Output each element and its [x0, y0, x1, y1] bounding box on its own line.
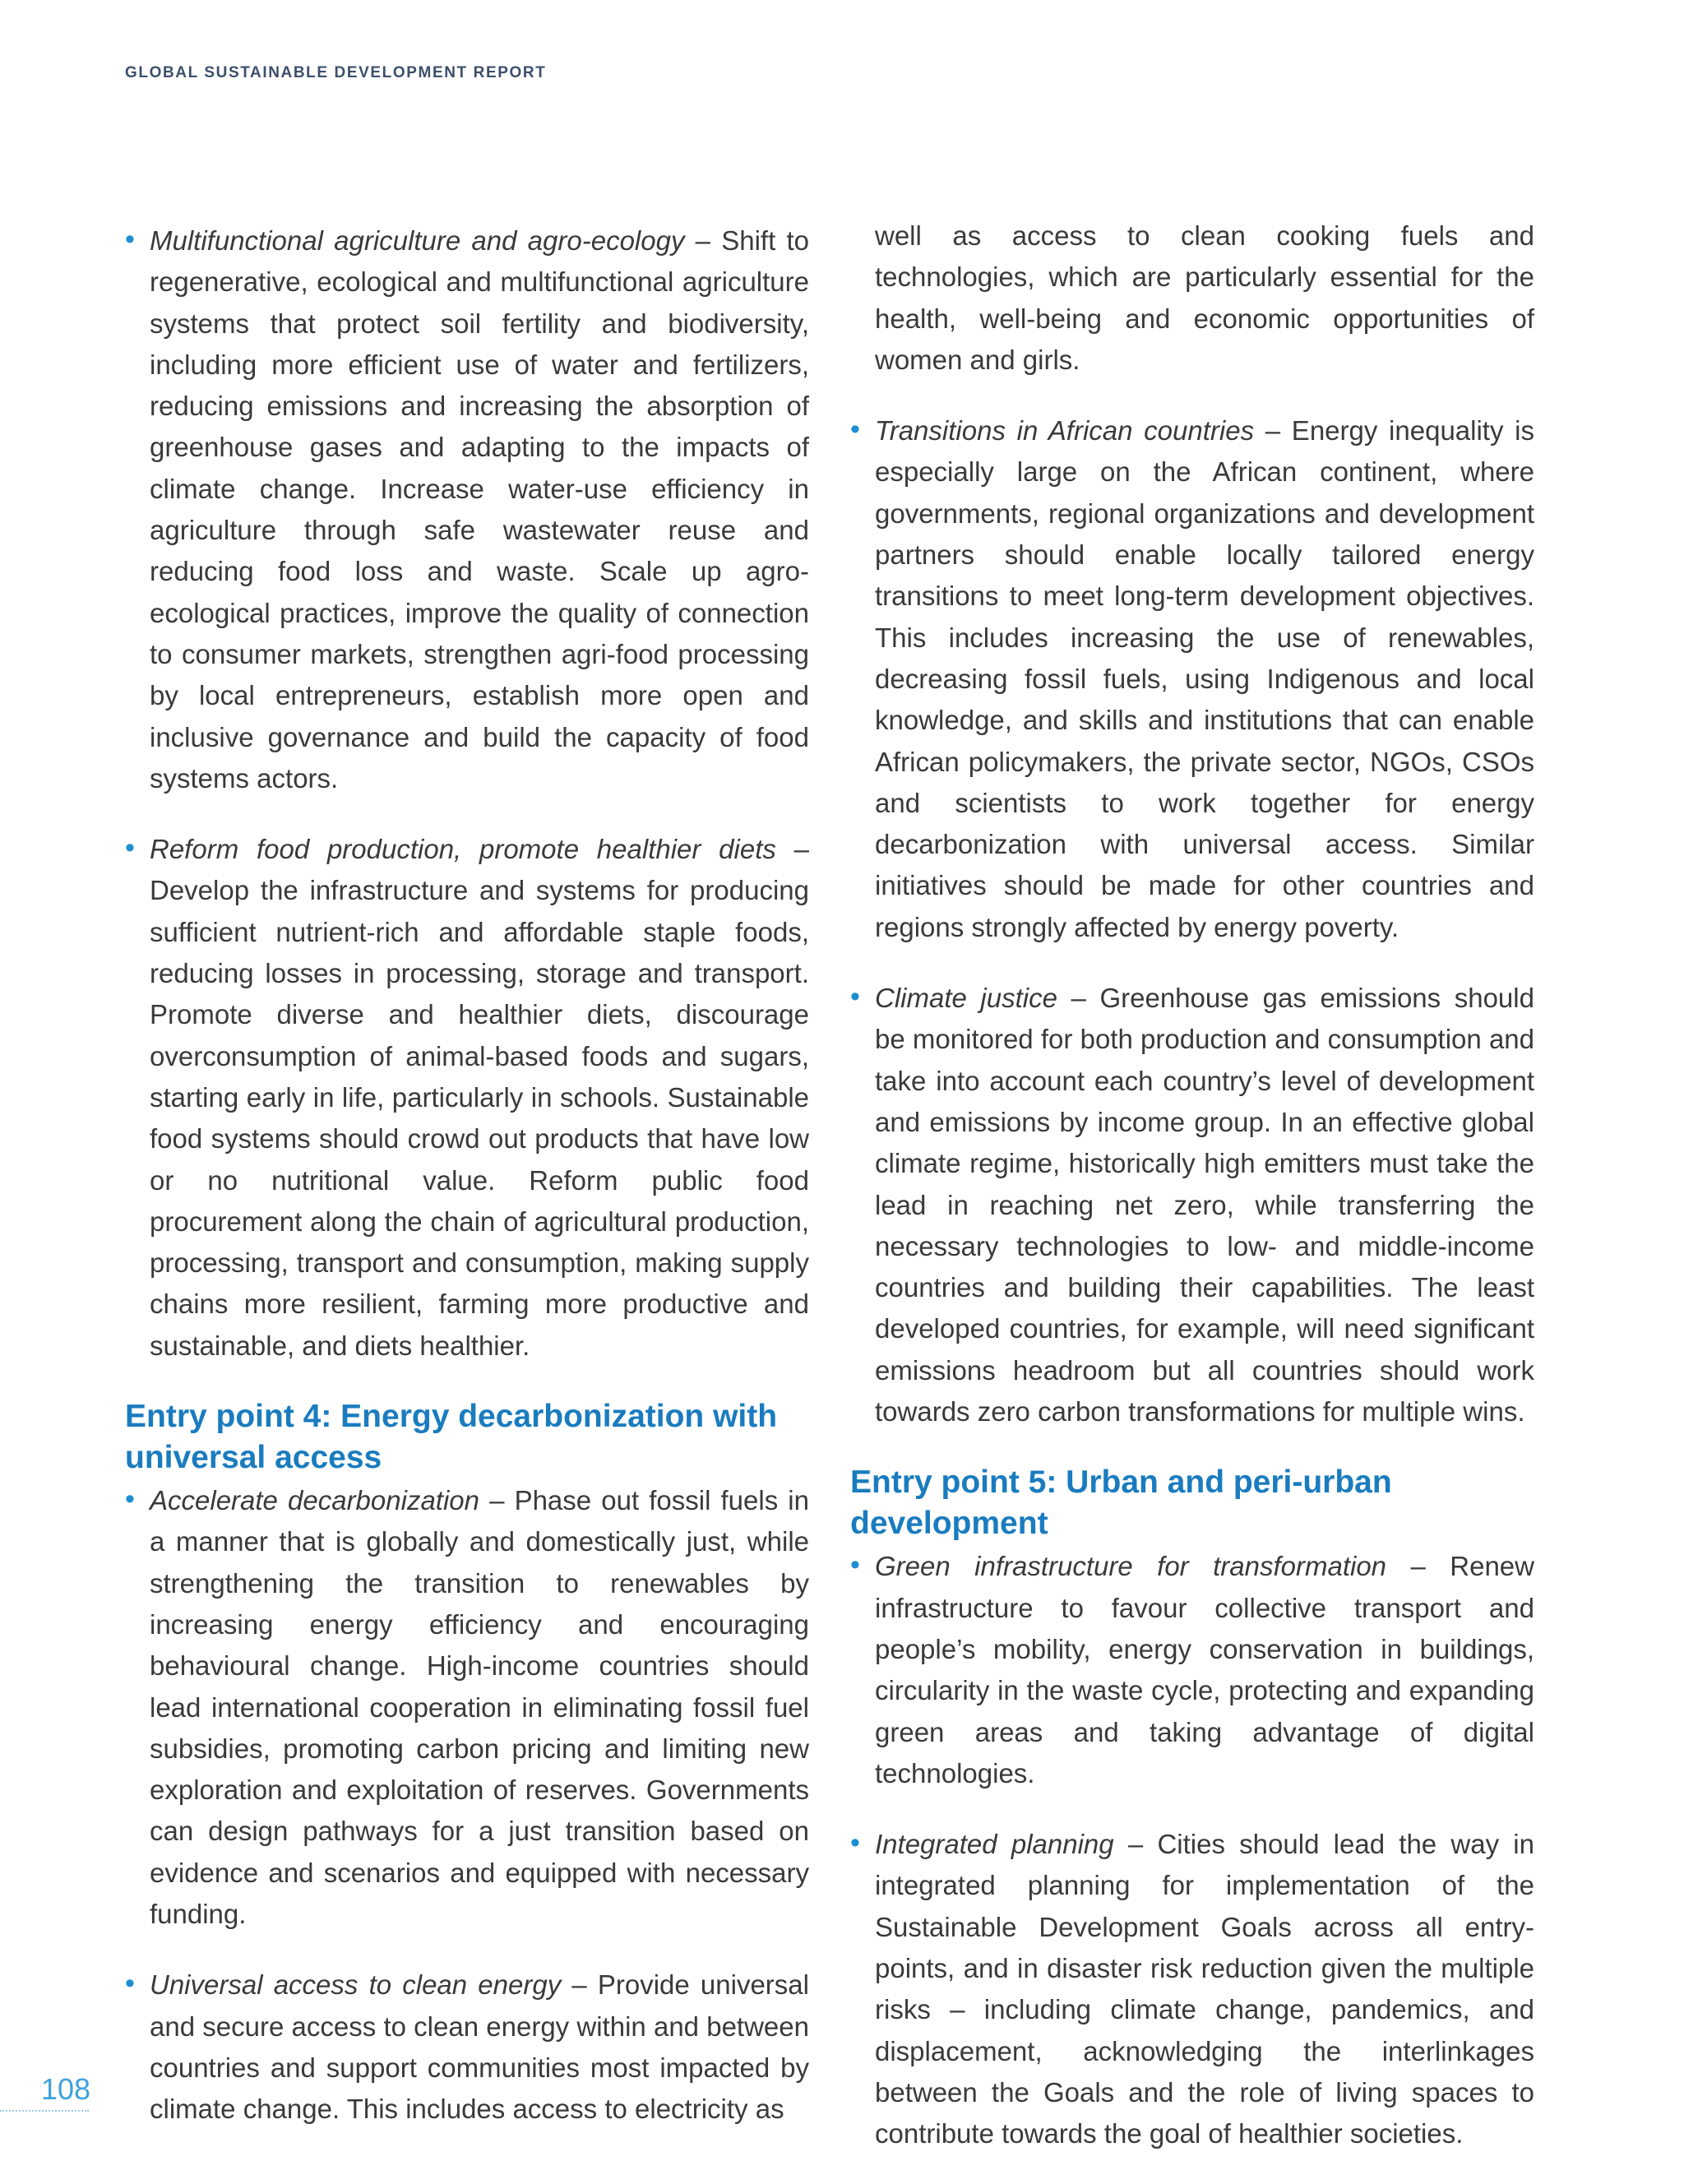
page-number-rule — [0, 2110, 89, 2112]
bullet-text: – Cities should lead the way in integrated planning for implementation of the Sustainable Development Goals across all entry-points, and in disaster risk reduction given the multiple risks – including climate change, pandemics, and displacement, acknowledging the interlinkages between the Goals and the role of living spaces to contribute towards the goal of healthier societies. — [875, 1829, 1534, 2149]
bullet-text: – Provide universal and secure access to clean energy within and between countries and support communities most impacted by climate change. This includes access to electricity as — [150, 1969, 809, 2125]
section-heading-entry-point-4: Entry point 4: Energy decarbonization with universal access — [125, 1399, 778, 1476]
bullet-accelerate-decarbonization — [125, 1480, 809, 1935]
bullet-lead: Accelerate decarbonization — [150, 1485, 480, 1516]
bullet-integrated-planning — [850, 1824, 1534, 2154]
bullet-universal-access-clean-energy — [125, 1964, 809, 2130]
continued-paragraph: well as access to clean cooking fuels and technologies, which are particularly essential for the health, well-being and economic opportunities of women and girls. — [875, 220, 1534, 375]
bullet-text: – Energy inequality is especially large on the African continent, where governments, regional organizations and development partners should enable locally tailored energy transitions to meet long-term development objectives. This includes increasing the use of renewables, decreasing fossil fuels, using Indigenous and local knowledge, and skills and institutions that can enable African policymakers, the private sector, NGOs, CSOs and scientists to work together for energy decarbonization with universal access. Similar initiatives should be made for other countries and regions strongly affected by energy poverty. — [875, 415, 1534, 942]
bullet-lead: Integrated planning — [875, 1829, 1114, 1860]
bullet-lead: Green infrastructure for transformation — [875, 1551, 1387, 1582]
bullet-lead: Climate justice — [875, 983, 1057, 1014]
page-number: 108 — [41, 2072, 91, 2106]
bullet-lead: Multifunctional agriculture and agro-ecology — [150, 225, 685, 256]
bullet-text: – Develop the infrastructure and systems for producing sufficient nutrient-rich and affordable staple foods, reducing losses in processing, storage and transport. Promote diverse and healthier diets, discourage overconsumption of animal-based foods and sugars, starting early in life, particularly in schools. Sustainable food systems should crowd out products that have low or no nutritional value. Reform public food procurement along the chain of agricultural production, processing, transport and consumption, making supply chains more resilient, farming more productive and sustainable, and diets healthier. — [150, 834, 809, 1361]
bullet-text: – Phase out fossil fuels in a manner that is globally and domestically just, while strengthening the transition to renewables by increasing energy efficiency and encouraging behavioural change. High-income countries should lead international cooperation in eliminating fossil fuel subsidies, promoting carbon pricing and limiting new exploration and exploitation of reserves. Governments can design pathways for a just transition based on evidence and scenarios and equipped with necessary funding. — [150, 1485, 809, 1929]
bullet-reform-food-production — [125, 829, 809, 1367]
bullet-lead: Reform food production, promote healthier diets — [150, 834, 776, 865]
bullet-lead: Transitions in African countries — [875, 415, 1255, 447]
running-header: GLOBAL SUSTAINABLE DEVELOPMENT REPORT — [125, 64, 547, 81]
bullet-green-infrastructure — [850, 1546, 1534, 1794]
bullet-text: – Renew infrastructure to favour collective transport and people’s mobility, energy conservation in buildings, circularity in the waste cycle, protecting and expanding green areas and taking advantage of digital technologies. — [875, 1551, 1534, 1788]
bullet-text: – Greenhouse gas emissions should be monitored for both production and consumption and take into account each country’s level of development and emissions by income group. In an effective global climate regime, historically high emitters must take the lead in reaching net zero, while transferring the necessary technologies to low- and middle-income countries and building their capabilities. The least developed countries, for example, will need significant emissions headroom but all countries should work towards zero carbon transformations for multiple wins. — [875, 983, 1534, 1427]
bullet-multifunctional-agriculture — [125, 220, 809, 799]
right-column — [850, 215, 1534, 2184]
bullet-lead: Universal access to clean energy — [150, 1969, 562, 2001]
left-column — [125, 220, 809, 2159]
bullet-transitions-african-countries — [850, 410, 1534, 948]
bullet-text: – Shift to regenerative, ecological and multifunctional agriculture systems that protect soil fertility and biodiversity, including more efficient use of water and fertilizers, reducing emissions and increasing the absorption of greenhouse gases and adapting to the impacts of climate change. Increase water-use efficiency in agriculture through safe wastewater reuse and reducing food loss and waste. Scale up agro-ecological practices, improve the quality of connection to consumer markets, strengthen agri-food processing by local entrepreneurs, establish more open and inclusive governance and build the capacity of food systems actors. — [150, 225, 809, 794]
section-heading-entry-point-5: Entry point 5: Urban and peri-urban development — [850, 1464, 1392, 1542]
bullet-climate-justice — [850, 978, 1534, 1432]
